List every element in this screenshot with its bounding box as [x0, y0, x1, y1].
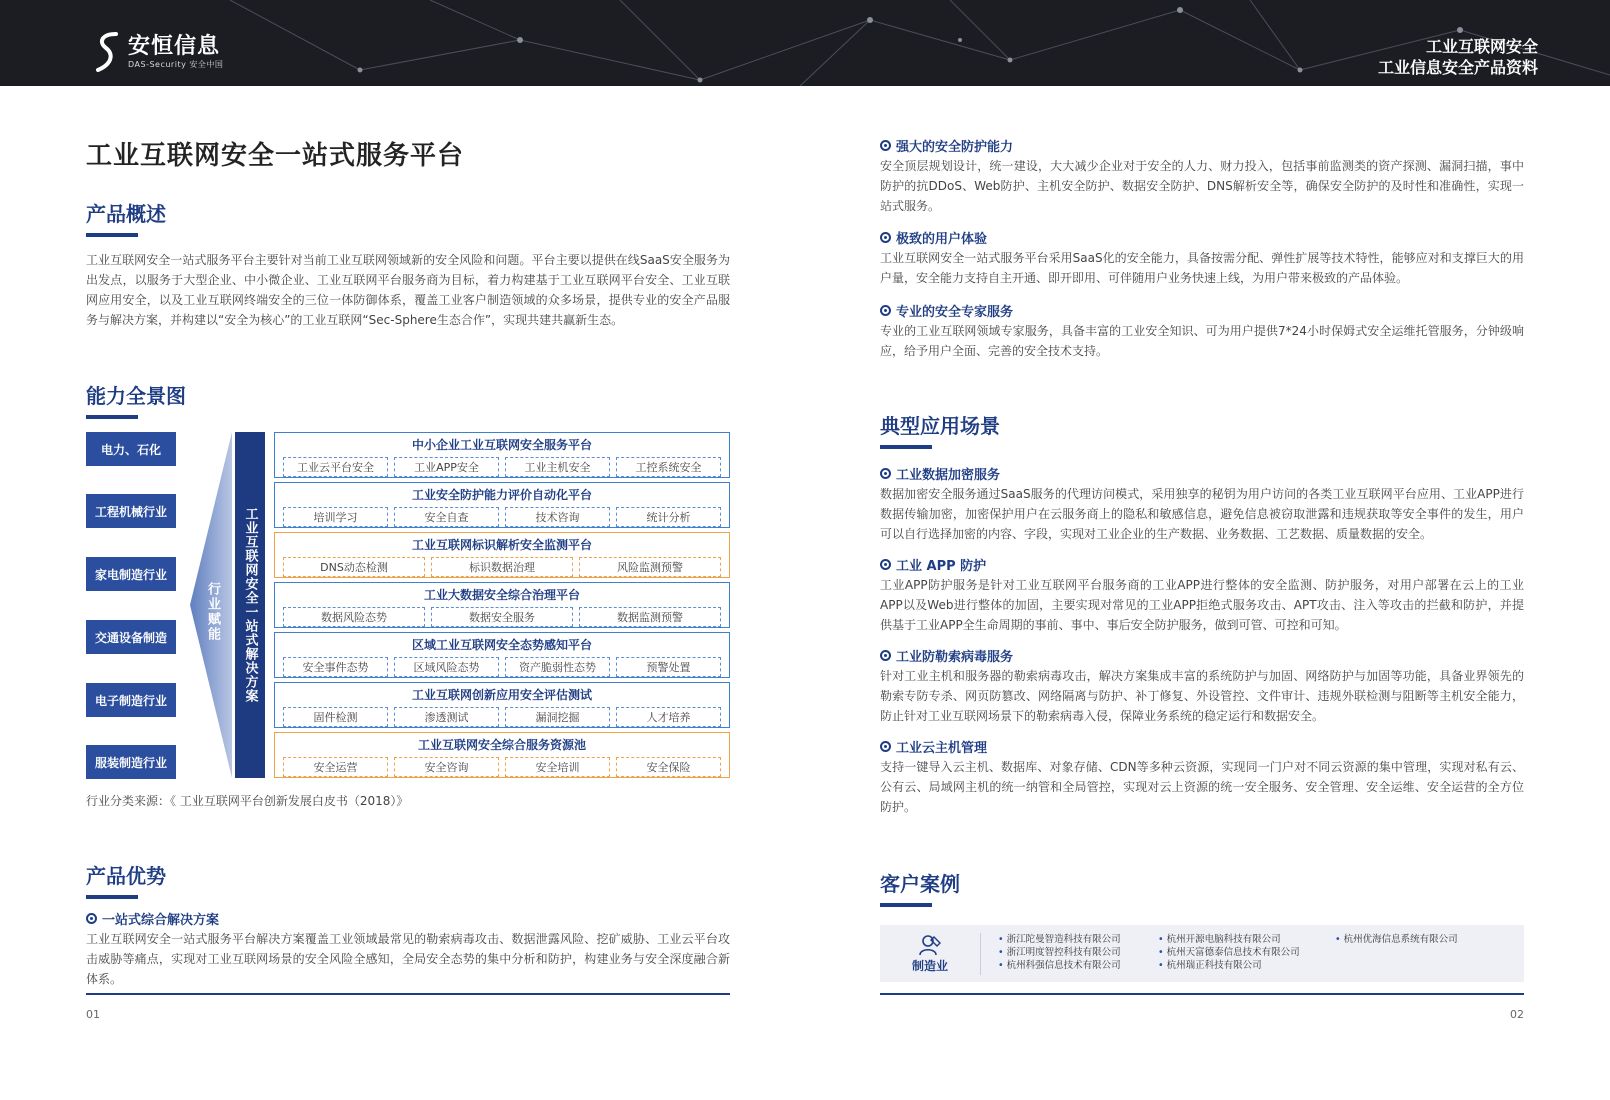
platform-item: 数据安全服务	[431, 607, 573, 627]
scenarios-heading: 典型应用场景	[880, 410, 1000, 449]
header-line-1: 工业互联网安全	[1425, 37, 1538, 56]
platform-item: 固件检测	[283, 707, 388, 727]
bullet-target-icon	[880, 140, 891, 151]
industry-label: 工程机械行业	[86, 494, 176, 528]
platform-item: DNS动态检测	[283, 557, 425, 577]
platform-block	[274, 732, 730, 778]
industry-label: 交通设备制造	[86, 620, 176, 654]
bullet-target-icon	[880, 650, 891, 661]
header-line-2: 工业信息安全产品资料	[1377, 58, 1538, 77]
platform-item: 培训学习	[283, 507, 388, 527]
advantage-title: 专业的安全专家服务	[880, 301, 1013, 320]
overview-heading: 产品概述	[86, 198, 166, 237]
scenario-text: 数据加密安全服务通过SaaS服务的代理访问模式，采用独享的秘钥为用户访问的各类工业互联网平台应用、工业APP进行数据传输加密，加密保护用户在云服务商上的隐私和敏感信息，避免信息被窃取泄露和违规获取等安全事件的发生，用户可以自行选择加密的内容、字段，实现对工业企业的生产数据、业务数据、工艺数据、质量数据的安全。	[880, 487, 1524, 541]
platform-title: 工业大数据安全综合治理平台	[423, 588, 580, 602]
industry-label: 服装制造行业	[86, 745, 176, 779]
customer-name: • 浙江陀曼智造科技有限公司	[998, 933, 1121, 946]
cases-heading: 客户案例	[880, 868, 960, 907]
scenario-title: 工业数据加密服务	[880, 464, 1000, 483]
bullet-target-icon	[86, 913, 97, 924]
platform-item: 风险监测预警	[579, 557, 721, 577]
advantage-title: 极致的用户体验	[880, 228, 987, 247]
page-title: 工业互联网安全一站式服务平台	[86, 141, 465, 171]
customer-name: • 杭州天富德泰信息技术有限公司	[1158, 946, 1300, 959]
overview-text: 工业互联网安全一站式服务平台主要针对当前工业互联网领域新的安全风险和问题。平台主要以提供在线SaaS安全服务为出发点，以服务于大型企业、中小微企业、工业互联网平台服务商为目标，着力构建基于工业互联网平台安全、工业互联网应用安全，以及工业互联网终端安全的三位一体防御体系，覆盖工业客户制造领域的众多场景，提供专业的安全产品服务与解决方案，并构建以“安全为核心”的工业互联网“Sec-Sphere生态合作”，实现共建共赢新生态。	[86, 253, 730, 327]
scenario-title: 工业 APP 防护	[880, 555, 986, 574]
case-divider	[980, 933, 981, 975]
scenario-text: 工业APP防护服务是针对工业互联网平台服务商的工业APP进行整体的安全监测、防护服务，对用户部署在云上的工业APP以及Web进行整体的加固，主要实现对常见的工业APP拒绝式服务攻击、APT攻击、注入等攻击的拦截和防护，并提供基于工业APP全生命周期的事前、事中、事后安全防护服务，做到可管、可控和可知。	[880, 578, 1524, 632]
capability-heading: 能力全景图	[86, 380, 186, 419]
platform-title: 工业互联网安全综合服务资源池	[417, 738, 586, 752]
industry-label: 家电制造行业	[86, 557, 176, 591]
platform-item: 资产脆弱性态势	[505, 657, 610, 677]
page-number-left: 01	[86, 1008, 100, 1021]
platform-item: 技术咨询	[505, 507, 610, 527]
customer-name: • 杭州优海信息系统有限公司	[1335, 933, 1458, 946]
platform-item: 工业云平台安全	[283, 457, 388, 477]
platform-block	[274, 682, 730, 728]
bullet-target-icon	[880, 741, 891, 752]
platform-title: 工业安全防护能力评价自动化平台	[411, 488, 592, 502]
platform-item: 标识数据治理	[431, 557, 573, 577]
platform-item: 统计分析	[616, 507, 721, 527]
platform-block	[274, 582, 730, 628]
customer-name: • 浙江明度智控科技有限公司	[998, 946, 1121, 959]
platform-title: 区域工业互联网安全态势感知平台	[411, 638, 592, 652]
platform-item: 安全自查	[394, 507, 499, 527]
bullet-target-icon	[880, 305, 891, 316]
logo-subtitle: DAS-Security 安全中国	[128, 59, 224, 69]
platform-item: 工业主机安全	[505, 457, 610, 477]
scenario-title: 工业云主机管理	[880, 737, 987, 756]
bullet-target-icon	[880, 232, 891, 243]
platform-item: 人才培养	[616, 707, 721, 727]
platform-item: 区域风险态势	[394, 657, 499, 677]
case-category	[880, 925, 980, 982]
platform-title: 工业互联网标识解析安全监测平台	[411, 538, 592, 552]
industry-label: 电力、石化	[86, 432, 176, 466]
industry-label: 电子制造行业	[86, 683, 176, 717]
platform-item: 数据监测预警	[579, 607, 721, 627]
industry-enable-label: 行业赋能	[205, 582, 220, 642]
platform-item: 预警处置	[616, 657, 721, 677]
bullet-target-icon	[880, 468, 891, 479]
page-number-right: 02	[1510, 1008, 1524, 1021]
platform-item: 工业APP安全	[394, 457, 499, 477]
platform-item: 漏洞挖掘	[505, 707, 610, 727]
left-bottom-rule	[86, 993, 730, 995]
platform-title: 中小企业工业互联网安全服务平台	[411, 438, 592, 452]
platform-item: 工控系统安全	[616, 457, 721, 477]
customer-name: • 杭州开源电脑科技有限公司	[1158, 933, 1300, 946]
logo-mark-icon	[92, 30, 122, 74]
platform-block	[274, 632, 730, 678]
engineer-icon	[917, 933, 943, 957]
platform-block	[274, 532, 730, 578]
platform-block	[274, 432, 730, 478]
scenario-title: 工业防勒索病毒服务	[880, 646, 1013, 665]
scenario-text: 支持一键导入云主机、数据库、对象存储、CDN等多种云资源，实现同一门户对不同云资源的集中管理，实现对私有云、公有云、局域网主机的统一纳管和全局管控，实现对云上资源的统一安全服务、安全管理、安全运维、安全运营的全方位防护。	[880, 760, 1524, 814]
platform-item: 安全培训	[505, 757, 610, 777]
advantage-text: 专业的工业互联网领域专家服务，具备丰富的工业安全知识、可为用户提供7*24小时保姆式安全运维托管服务，分钟级响应，给予用户全面、完善的安全技术支持。	[880, 324, 1524, 358]
customer-case-box	[880, 925, 1524, 982]
advantage-text: 工业互联网安全一站式服务平台采用SaaS化的安全能力，具备按需分配、弹性扩展等技术特性，能够应对和支撑巨大的用户量，安全能力支持自主开通、即开即用、可伴随用户业务快速上线，为用户带来极致的产品体验。	[880, 251, 1524, 285]
platform-title: 工业互联网创新应用安全评估测试	[411, 688, 592, 702]
header-titles	[1378, 36, 1538, 78]
logo-name: 安恒信息	[128, 33, 221, 59]
customer-name: • 杭州瑞正科技有限公司	[1158, 959, 1300, 972]
advantage-text: 安全顶层规划设计，统一建设，大大减少企业对于安全的人力、财力投入，包括事前监测类的资产探测、漏洞扫描，事中防护的抗DDoS、Web防护、主机安全防护、数据安全防护、DNS解析安全等，确保安全防护的及时性和准确性，实现一站式服务。	[880, 159, 1524, 213]
platform-item: 安全咨询	[394, 757, 499, 777]
scenario-text: 针对工业主机和服务器的勒索病毒攻击，解决方案集成丰富的系统防护与加固、网络防护与加固等功能，具备业界领先的勒索专防专杀、网页防篡改、网络隔离与防护、补丁修复、外设管控、文件审计、违规外联检测与阻断等主机安全能力，防止针对工业互联网场景下的勒索病毒入侵，保障业务系统的稳定运行和数据安全。	[880, 669, 1524, 723]
advantage-title: 强大的安全防护能力	[880, 136, 1013, 155]
platform-item: 数据风险态势	[283, 607, 425, 627]
advantages-heading: 产品优势	[86, 860, 166, 899]
right-bottom-rule	[880, 993, 1524, 995]
platform-block	[274, 482, 730, 528]
solution-vertical-label: 工业互联网安全一站式解决方案	[235, 432, 265, 778]
advantage-title: 一站式综合解决方案	[86, 909, 219, 928]
case-column-2	[1158, 933, 1300, 972]
case-column-3	[1335, 933, 1458, 946]
network-background-graphic	[0, 0, 1610, 86]
page-header	[0, 0, 1610, 86]
customer-name: • 杭州科强信息技术有限公司	[998, 959, 1121, 972]
case-category-label: 制造业	[911, 959, 948, 973]
platform-item: 安全运营	[283, 757, 388, 777]
platform-item: 安全事件态势	[283, 657, 388, 677]
platform-item: 渗透测试	[394, 707, 499, 727]
industry-source-note: 行业分类来源：《 工业互联网平台创新发展白皮书（2018）》	[86, 794, 409, 808]
case-column-1	[998, 933, 1121, 972]
advantage-text: 工业互联网安全一站式服务平台解决方案覆盖工业领域最常见的勒索病毒攻击、数据泄露风险、挖矿威胁、工业云平台攻击威胁等痛点，实现对工业互联网场景的安全风险全感知，全局安全态势的集中分析和防护，构建业务与安全深度融合新体系。	[86, 932, 730, 986]
bullet-target-icon	[880, 559, 891, 570]
platform-item: 安全保险	[616, 757, 721, 777]
company-logo	[92, 30, 223, 74]
